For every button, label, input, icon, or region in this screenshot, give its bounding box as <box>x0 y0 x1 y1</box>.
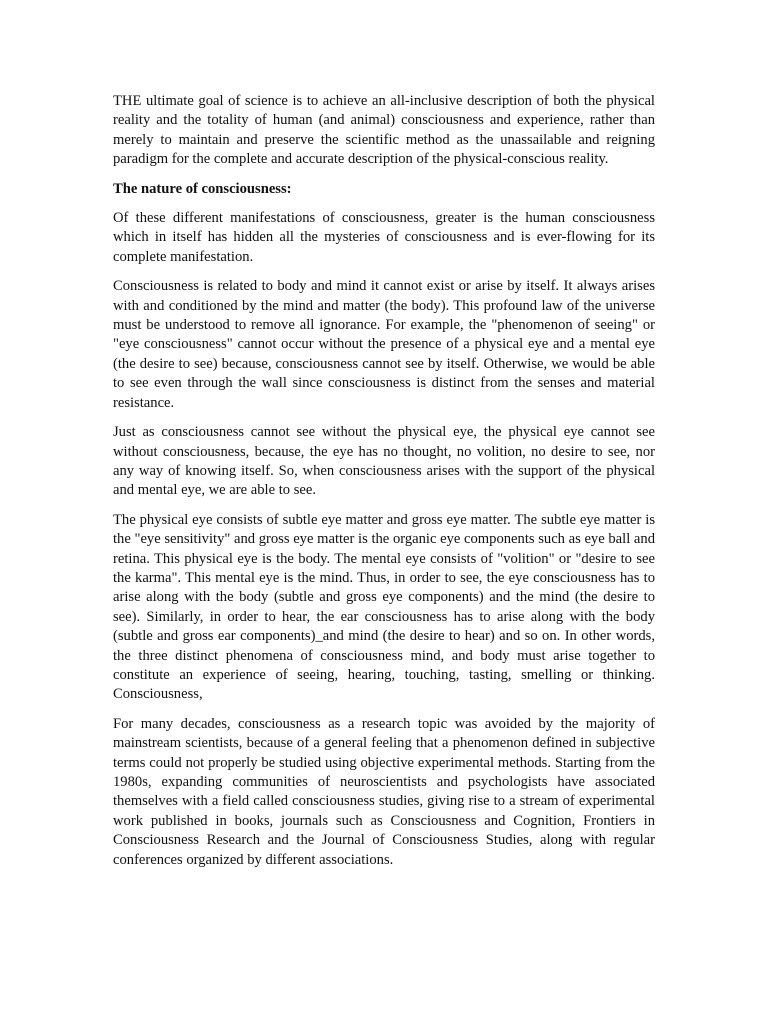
body-paragraph: Consciousness is related to body and mind it cannot exist or arise by itself. It always arises with and conditioned by the mind and matter (the body). This profound law of the universe must be understood to remove all ignorance. For example, the "phenomenon of seeing" or "eye consciousness" cannot occur without the presence of a physical eye and a mental eye (the desire to see) because, consciousness cannot see by itself. Otherwise, we would be able to see even through the wall since consciousness is distinct from the senses and material resistance. <box>113 278 655 411</box>
document-page <box>113 92 655 880</box>
body-paragraph: For many decades, consciousness as a research topic was avoided by the majority of mainstream scientists, because of a general feeling that a phenomenon defined in subjective terms could not properly be studied using objective experimental methods. Starting from the 1980s, expanding communities of neuroscientists and psychologists have associated themselves with a field called consciousness studies, giving rise to a stream of experimental work published in books, journals such as Consciousness and Cognition, Frontiers in Consciousness Research and the Journal of Consciousness Studies, along with regular conferences organized by different associations. <box>113 715 655 868</box>
body-paragraph: The physical eye consists of subtle eye matter and gross eye matter. The subtle eye matter is the "eye sensitivity" and gross eye matter is the organic eye components such as eye ball and retina. This physical eye is the body. The mental eye consists of "volition" or "desire to see the karma". This mental eye is the mind. Thus, in order to see, the eye consciousness has to arise along with the body (subtle and gross eye components) and the mind (the desire to see). Similarly, in order to hear, the ear consciousness has to arise along with the body (subtle and gross ear components)_and mind (the desire to hear) and so on. In other words, the three distinct phenomena of consciousness mind, and body must arise together to constitute an experience of seeing, hearing, touching, tasting, smelling or thinking. Consciousness, <box>113 511 655 703</box>
body-paragraph: Just as consciousness cannot see without the physical eye, the physical eye cannot see without consciousness, because, the eye has no thought, no volition, no desire to see, nor any way of knowing itself. So, when consciousness arises with the support of the physical and mental eye, we are able to see. <box>113 424 655 499</box>
intro-paragraph: THE ultimate goal of science is to achieve an all-inclusive description of both the physical reality and the totality of human (and animal) consciousness and experience, rather than merely to maintain and preserve the scientific method as the unassailable and reigning paradigm for the complete and accurate description of the physical-conscious reality. <box>113 93 655 168</box>
section-heading: The nature of consciousness: <box>113 180 292 197</box>
body-paragraph: Of these different manifestations of consciousness, greater is the human consciousness which in itself has hidden all the mysteries of consciousness and is ever-flowing for its complete manifestation. <box>113 210 655 265</box>
